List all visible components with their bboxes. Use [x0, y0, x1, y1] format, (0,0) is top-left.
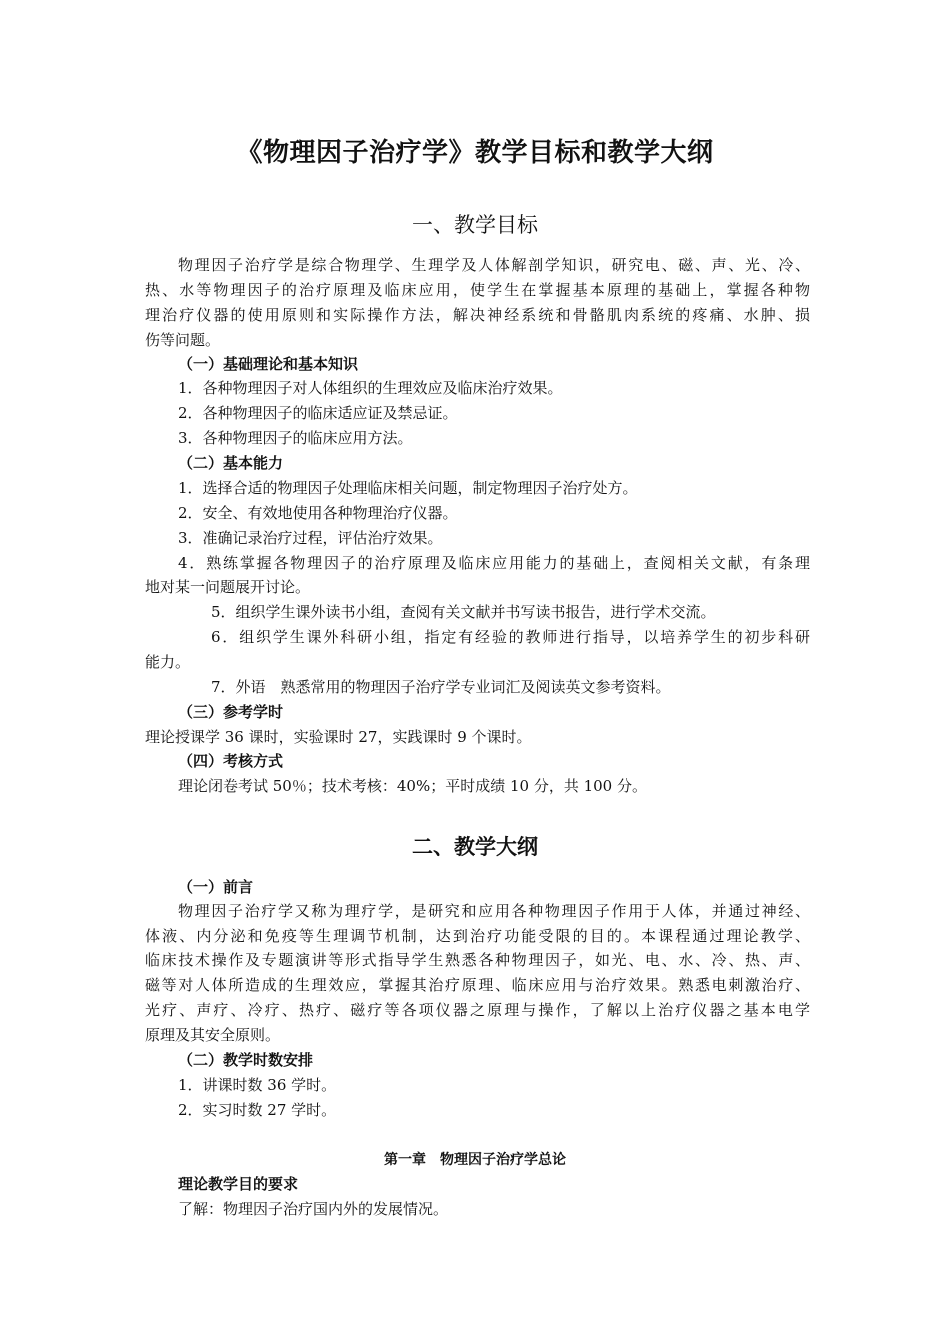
preface-line: 临床技术操作及专题演讲等形式指导学生熟悉各种物理因子，如光、电、水、冷、热、声、 [145, 951, 810, 969]
section-heading-syllabus: 二、教学大纲 [412, 835, 538, 859]
preface-line: 光疗、声疗、冷疗、热疗、磁疗等各项仪器之原理与操作，了解以上治疗仪器之基本电学 [145, 1001, 810, 1019]
preface-line: 原理及其安全原则。 [145, 1026, 281, 1044]
intro-line: 物理因子治疗学是综合物理学、生理学及人体解剖学知识，研究电、磁、声、光、冷、 [178, 256, 810, 274]
list-item: 能力。 [145, 653, 191, 671]
list-item: 地对某一问题展开讨论。 [145, 578, 311, 596]
preface-line: 体液、内分泌和免疫等生理调节机制，达到治疗功能受限的目的。本课程通过理论教学、 [145, 927, 810, 945]
document-title: 《物理因子治疗学》教学目标和教学大纲 [236, 138, 714, 168]
list-item: 1．选择合适的物理因子处理临床相关问题，制定物理因子治疗处方。 [178, 479, 638, 497]
list-item: 1．讲课时数 36 学时。 [178, 1076, 337, 1094]
preface-line: 物理因子治疗学又称为理疗学，是研究和应用各种物理因子作用于人体，并通过神经、 [178, 902, 810, 920]
subheading-reference-hours: （三）参考学时 [178, 703, 284, 721]
intro-line: 理治疗仪器的使用原则和实际操作方法，解决神经系统和骨骼肌肉系统的疼痛、水肿、损 [145, 306, 810, 324]
preface-line: 磁等对人体所造成的生理效应，掌握其治疗原理、临床应用与治疗效果。熟悉电刺激治疗、 [145, 976, 810, 994]
list-item: 3．准确记录治疗过程，评估治疗效果。 [178, 529, 443, 547]
subheading-assessment: （四）考核方式 [178, 752, 284, 770]
list-item: 1．各种物理因子对人体组织的生理效应及临床治疗效果。 [178, 379, 563, 397]
list-item: 3．各种物理因子的临床应用方法。 [178, 429, 413, 447]
list-item: 5．组织学生课外读书小组，查阅有关文献并书写读书报告，进行学术交流。 [211, 603, 716, 621]
reference-hours-text: 理论授课学 36 课时，实验课时 27，实践课时 9 个课时。 [145, 728, 532, 746]
intro-line: 热、水等物理因子的治疗原理及临床应用，使学生在掌握基本原理的基础上，掌握各种物 [145, 281, 810, 299]
subheading-theory-requirements: 理论教学目的要求 [178, 1175, 299, 1193]
subheading-preface: （一）前言 [178, 878, 254, 896]
assessment-text: 理论闭卷考试 50％；技术考核：40%；平时成绩 10 分，共 100 分。 [178, 777, 647, 795]
chapter-heading: 第一章 物理因子治疗学总论 [384, 1152, 566, 1168]
list-item: 2．安全、有效地使用各种物理治疗仪器。 [178, 504, 458, 522]
list-item: 4．熟练掌握各物理因子的治疗原理及临床应用能力的基础上，查阅相关文献，有条理 [178, 554, 810, 572]
intro-line: 伤等问题。 [145, 331, 221, 349]
list-item: 2．实习时数 27 学时。 [178, 1101, 337, 1119]
list-item: 2．各种物理因子的临床适应证及禁忌证。 [178, 404, 458, 422]
subheading-teaching-hours: （二）教学时数安排 [178, 1051, 314, 1069]
list-item: 6．组织学生课外科研小组，指定有经验的教师进行指导，以培养学生的初步科研 [211, 628, 810, 646]
section-heading-objectives: 一、教学目标 [412, 213, 538, 237]
requirement-text: 了解：物理因子治疗国内外的发展情况。 [178, 1200, 449, 1218]
list-item: 7．外语 熟悉常用的物理因子治疗学专业词汇及阅读英文参考资料。 [211, 678, 671, 696]
subheading-basic-ability: （二）基本能力 [178, 454, 284, 472]
subheading-basic-theory: （一）基础理论和基本知识 [178, 355, 359, 373]
